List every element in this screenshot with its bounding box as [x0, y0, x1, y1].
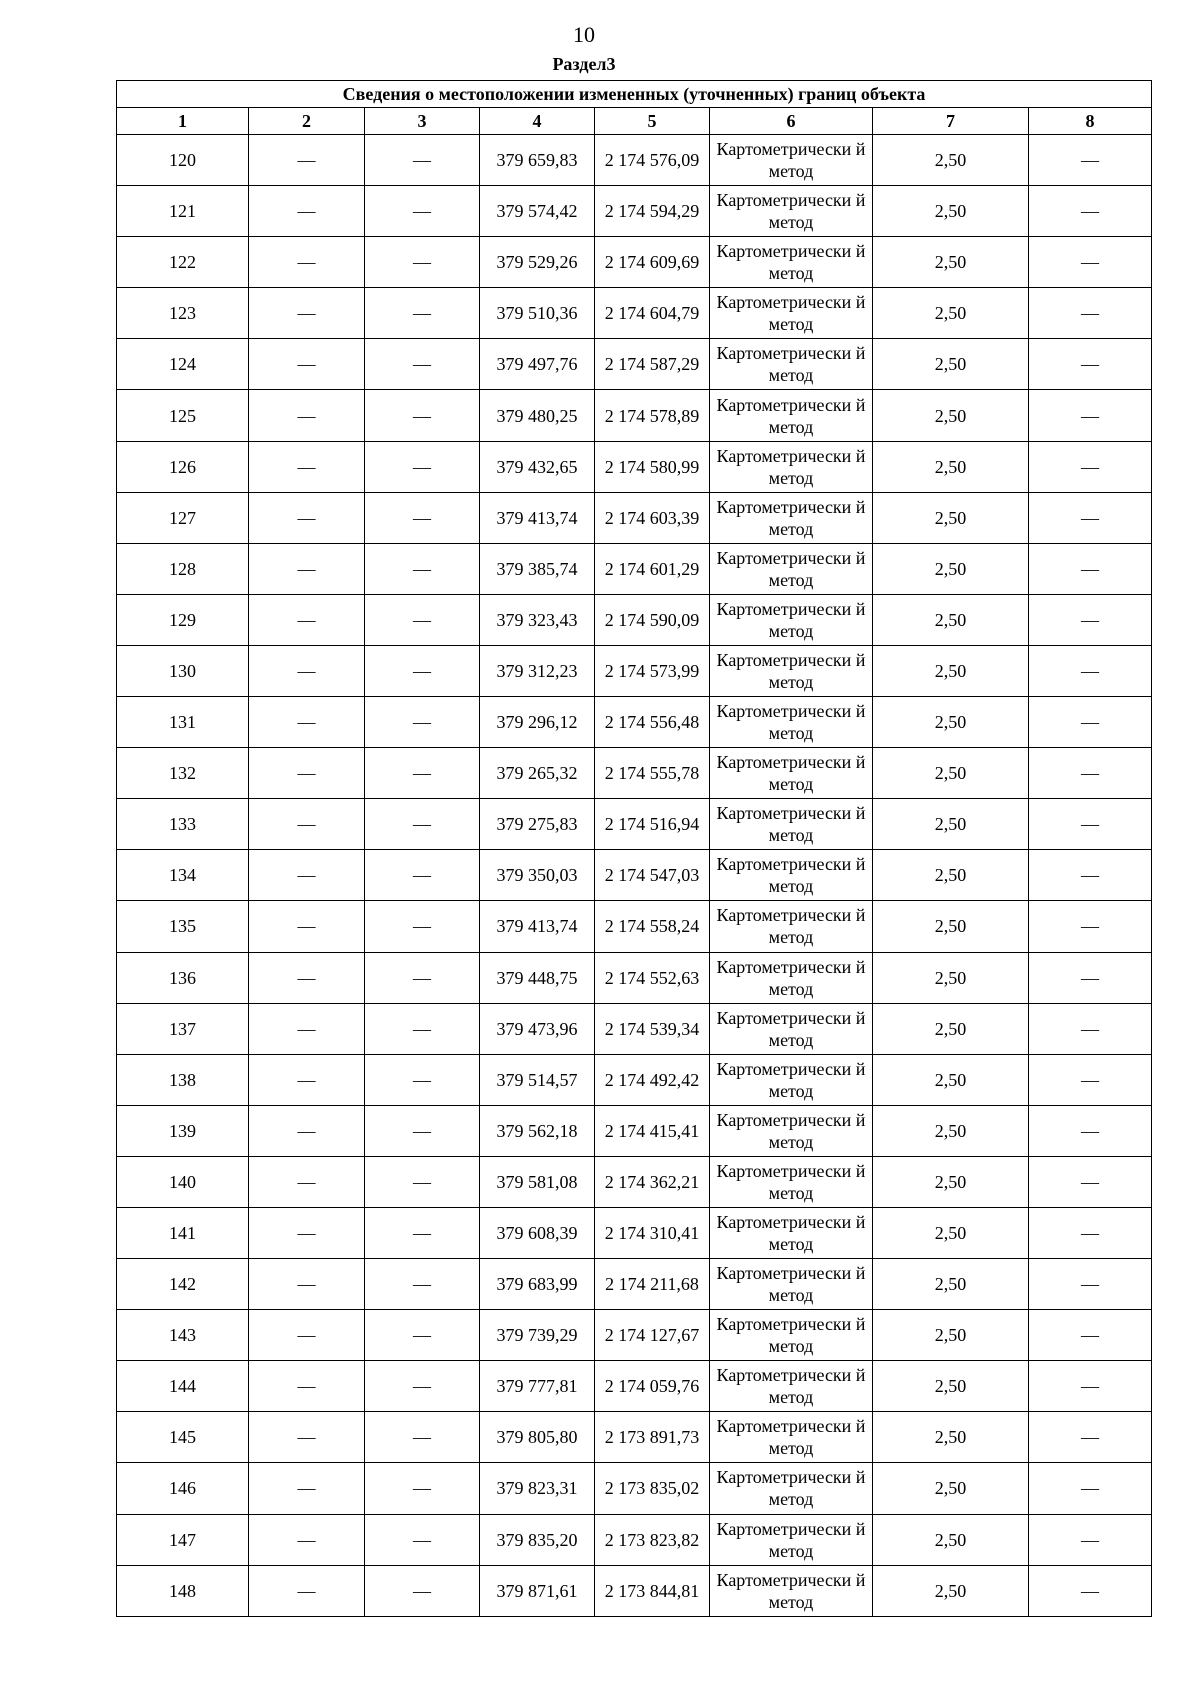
- column-3-cell: —: [365, 697, 480, 748]
- y-coordinate-cell: 2 174 555,78: [595, 748, 710, 799]
- accuracy-cell: 2,50: [873, 799, 1029, 850]
- column-8-cell: —: [1029, 594, 1152, 645]
- x-coordinate-cell: 379 413,74: [480, 492, 595, 543]
- table-row: [117, 1105, 1152, 1156]
- accuracy-cell: 2,50: [873, 390, 1029, 441]
- column-2-cell: —: [249, 1565, 365, 1616]
- table-row: [117, 237, 1152, 288]
- y-coordinate-cell: 2 174 604,79: [595, 288, 710, 339]
- y-coordinate-cell: 2 173 844,81: [595, 1565, 710, 1616]
- accuracy-cell: 2,50: [873, 135, 1029, 186]
- column-header: 7: [873, 108, 1029, 135]
- column-8-cell: —: [1029, 135, 1152, 186]
- x-coordinate-cell: 379 265,32: [480, 748, 595, 799]
- y-coordinate-cell: 2 174 211,68: [595, 1259, 710, 1310]
- point-number-cell: 140: [117, 1156, 249, 1207]
- column-8-cell: —: [1029, 1565, 1152, 1616]
- table-row: [117, 492, 1152, 543]
- method-cell: Картометрически й метод: [710, 1105, 873, 1156]
- point-number-cell: 136: [117, 952, 249, 1003]
- accuracy-cell: 2,50: [873, 1310, 1029, 1361]
- column-2-cell: —: [249, 441, 365, 492]
- column-8-cell: —: [1029, 1412, 1152, 1463]
- column-3-cell: —: [365, 594, 480, 645]
- y-coordinate-cell: 2 174 609,69: [595, 237, 710, 288]
- accuracy-cell: 2,50: [873, 1003, 1029, 1054]
- column-3-cell: —: [365, 1565, 480, 1616]
- column-2-cell: —: [249, 390, 365, 441]
- point-number-cell: 127: [117, 492, 249, 543]
- point-number-cell: 145: [117, 1412, 249, 1463]
- x-coordinate-cell: 379 350,03: [480, 850, 595, 901]
- column-2-cell: —: [249, 1259, 365, 1310]
- y-coordinate-cell: 2 174 362,21: [595, 1156, 710, 1207]
- point-number-cell: 144: [117, 1361, 249, 1412]
- x-coordinate-cell: 379 805,80: [480, 1412, 595, 1463]
- point-number-cell: 124: [117, 339, 249, 390]
- column-2-cell: —: [249, 697, 365, 748]
- point-number-cell: 128: [117, 543, 249, 594]
- column-8-cell: —: [1029, 1156, 1152, 1207]
- table-row: [117, 1156, 1152, 1207]
- x-coordinate-cell: 379 510,36: [480, 288, 595, 339]
- y-coordinate-cell: 2 173 891,73: [595, 1412, 710, 1463]
- method-cell: Картометрически й метод: [710, 645, 873, 696]
- method-cell: Картометрически й метод: [710, 1054, 873, 1105]
- table-row: [117, 339, 1152, 390]
- y-coordinate-cell: 2 174 415,41: [595, 1105, 710, 1156]
- y-coordinate-cell: 2 174 492,42: [595, 1054, 710, 1105]
- x-coordinate-cell: 379 448,75: [480, 952, 595, 1003]
- column-header: 3: [365, 108, 480, 135]
- method-cell: Картометрически й метод: [710, 186, 873, 237]
- column-3-cell: —: [365, 850, 480, 901]
- column-8-cell: —: [1029, 492, 1152, 543]
- table-row: [117, 186, 1152, 237]
- column-8-cell: —: [1029, 390, 1152, 441]
- column-8-cell: —: [1029, 799, 1152, 850]
- column-2-cell: —: [249, 186, 365, 237]
- column-2-cell: —: [249, 1003, 365, 1054]
- column-3-cell: —: [365, 288, 480, 339]
- x-coordinate-cell: 379 514,57: [480, 1054, 595, 1105]
- method-cell: Картометрически й метод: [710, 1207, 873, 1258]
- table-row: [117, 697, 1152, 748]
- accuracy-cell: 2,50: [873, 645, 1029, 696]
- point-number-cell: 146: [117, 1463, 249, 1514]
- column-number-row: [117, 108, 1152, 135]
- column-3-cell: —: [365, 390, 480, 441]
- y-coordinate-cell: 2 174 603,39: [595, 492, 710, 543]
- point-number-cell: 121: [117, 186, 249, 237]
- method-cell: Картометрически й метод: [710, 288, 873, 339]
- method-cell: Картометрически й метод: [710, 390, 873, 441]
- column-8-cell: —: [1029, 543, 1152, 594]
- table-row: [117, 952, 1152, 1003]
- column-8-cell: —: [1029, 748, 1152, 799]
- y-coordinate-cell: 2 174 580,99: [595, 441, 710, 492]
- method-cell: Картометрически й метод: [710, 952, 873, 1003]
- point-number-cell: 139: [117, 1105, 249, 1156]
- method-cell: Картометрически й метод: [710, 1259, 873, 1310]
- x-coordinate-cell: 379 529,26: [480, 237, 595, 288]
- table-row: [117, 1514, 1152, 1565]
- table-row: [117, 594, 1152, 645]
- column-8-cell: —: [1029, 697, 1152, 748]
- accuracy-cell: 2,50: [873, 1565, 1029, 1616]
- accuracy-cell: 2,50: [873, 1156, 1029, 1207]
- column-header: 5: [595, 108, 710, 135]
- column-2-cell: —: [249, 1105, 365, 1156]
- column-2-cell: —: [249, 850, 365, 901]
- table-row: [117, 799, 1152, 850]
- x-coordinate-cell: 379 312,23: [480, 645, 595, 696]
- column-3-cell: —: [365, 1003, 480, 1054]
- column-header: 4: [480, 108, 595, 135]
- x-coordinate-cell: 379 432,65: [480, 441, 595, 492]
- table-title: Сведения о местоположении измененных (уточненных) границ объекта: [117, 81, 1152, 108]
- point-number-cell: 122: [117, 237, 249, 288]
- x-coordinate-cell: 379 497,76: [480, 339, 595, 390]
- y-coordinate-cell: 2 174 587,29: [595, 339, 710, 390]
- table-row: [117, 748, 1152, 799]
- method-cell: Картометрически й метод: [710, 901, 873, 952]
- point-number-cell: 133: [117, 799, 249, 850]
- point-number-cell: 143: [117, 1310, 249, 1361]
- point-number-cell: 120: [117, 135, 249, 186]
- table-row: [117, 441, 1152, 492]
- column-2-cell: —: [249, 1156, 365, 1207]
- x-coordinate-cell: 379 835,20: [480, 1514, 595, 1565]
- column-2-cell: —: [249, 901, 365, 952]
- column-8-cell: —: [1029, 1003, 1152, 1054]
- x-coordinate-cell: 379 480,25: [480, 390, 595, 441]
- x-coordinate-cell: 379 323,43: [480, 594, 595, 645]
- column-3-cell: —: [365, 1207, 480, 1258]
- accuracy-cell: 2,50: [873, 901, 1029, 952]
- column-3-cell: —: [365, 237, 480, 288]
- column-8-cell: —: [1029, 850, 1152, 901]
- column-2-cell: —: [249, 237, 365, 288]
- column-3-cell: —: [365, 1514, 480, 1565]
- column-8-cell: —: [1029, 901, 1152, 952]
- x-coordinate-cell: 379 296,12: [480, 697, 595, 748]
- column-8-cell: —: [1029, 186, 1152, 237]
- accuracy-cell: 2,50: [873, 850, 1029, 901]
- table-row: [117, 645, 1152, 696]
- column-8-cell: —: [1029, 1259, 1152, 1310]
- y-coordinate-cell: 2 174 127,67: [595, 1310, 710, 1361]
- point-number-cell: 131: [117, 697, 249, 748]
- table-row: [117, 1259, 1152, 1310]
- method-cell: Картометрически й метод: [710, 492, 873, 543]
- point-number-cell: 148: [117, 1565, 249, 1616]
- column-2-cell: —: [249, 543, 365, 594]
- point-number-cell: 130: [117, 645, 249, 696]
- y-coordinate-cell: 2 174 578,89: [595, 390, 710, 441]
- column-3-cell: —: [365, 339, 480, 390]
- column-3-cell: —: [365, 441, 480, 492]
- y-coordinate-cell: 2 174 594,29: [595, 186, 710, 237]
- point-number-cell: 125: [117, 390, 249, 441]
- column-8-cell: —: [1029, 1207, 1152, 1258]
- column-3-cell: —: [365, 135, 480, 186]
- y-coordinate-cell: 2 174 558,24: [595, 901, 710, 952]
- column-3-cell: —: [365, 492, 480, 543]
- column-header: 2: [249, 108, 365, 135]
- section-title: Раздел3: [552, 54, 616, 74]
- y-coordinate-cell: 2 174 573,99: [595, 645, 710, 696]
- table-row: [117, 1310, 1152, 1361]
- accuracy-cell: 2,50: [873, 1361, 1029, 1412]
- accuracy-cell: 2,50: [873, 1463, 1029, 1514]
- method-cell: Картометрически й метод: [710, 1565, 873, 1616]
- x-coordinate-cell: 379 581,08: [480, 1156, 595, 1207]
- page-number: 10: [573, 22, 595, 47]
- column-3-cell: —: [365, 1156, 480, 1207]
- table-row: [117, 390, 1152, 441]
- table-row: [117, 1463, 1152, 1514]
- table-row: [117, 288, 1152, 339]
- y-coordinate-cell: 2 174 547,03: [595, 850, 710, 901]
- method-cell: Картометрически й метод: [710, 237, 873, 288]
- table-row: [117, 901, 1152, 952]
- accuracy-cell: 2,50: [873, 186, 1029, 237]
- method-cell: Картометрически й метод: [710, 1412, 873, 1463]
- method-cell: Картометрически й метод: [710, 850, 873, 901]
- accuracy-cell: 2,50: [873, 697, 1029, 748]
- column-2-cell: —: [249, 748, 365, 799]
- column-3-cell: —: [365, 1463, 480, 1514]
- y-coordinate-cell: 2 174 310,41: [595, 1207, 710, 1258]
- column-8-cell: —: [1029, 1463, 1152, 1514]
- y-coordinate-cell: 2 173 823,82: [595, 1514, 710, 1565]
- y-coordinate-cell: 2 173 835,02: [595, 1463, 710, 1514]
- point-number-cell: 147: [117, 1514, 249, 1565]
- column-8-cell: —: [1029, 1514, 1152, 1565]
- method-cell: Картометрически й метод: [710, 748, 873, 799]
- point-number-cell: 138: [117, 1054, 249, 1105]
- accuracy-cell: 2,50: [873, 1054, 1029, 1105]
- y-coordinate-cell: 2 174 552,63: [595, 952, 710, 1003]
- x-coordinate-cell: 379 659,83: [480, 135, 595, 186]
- column-3-cell: —: [365, 1105, 480, 1156]
- point-number-cell: 132: [117, 748, 249, 799]
- column-3-cell: —: [365, 901, 480, 952]
- column-2-cell: —: [249, 1207, 365, 1258]
- column-3-cell: —: [365, 543, 480, 594]
- table-row: [117, 1361, 1152, 1412]
- column-2-cell: —: [249, 339, 365, 390]
- column-2-cell: —: [249, 594, 365, 645]
- point-number-cell: 123: [117, 288, 249, 339]
- y-coordinate-cell: 2 174 539,34: [595, 1003, 710, 1054]
- table-row: [117, 1054, 1152, 1105]
- column-8-cell: —: [1029, 288, 1152, 339]
- y-coordinate-cell: 2 174 059,76: [595, 1361, 710, 1412]
- column-2-cell: —: [249, 1514, 365, 1565]
- x-coordinate-cell: 379 683,99: [480, 1259, 595, 1310]
- table-body: [117, 135, 1152, 1617]
- column-8-cell: —: [1029, 339, 1152, 390]
- y-coordinate-cell: 2 174 576,09: [595, 135, 710, 186]
- column-8-cell: —: [1029, 1054, 1152, 1105]
- column-3-cell: —: [365, 799, 480, 850]
- table-row: [117, 850, 1152, 901]
- x-coordinate-cell: 379 871,61: [480, 1565, 595, 1616]
- column-3-cell: —: [365, 952, 480, 1003]
- method-cell: Картометрически й метод: [710, 697, 873, 748]
- column-2-cell: —: [249, 645, 365, 696]
- method-cell: Картометрически й метод: [710, 594, 873, 645]
- x-coordinate-cell: 379 777,81: [480, 1361, 595, 1412]
- column-3-cell: —: [365, 1361, 480, 1412]
- x-coordinate-cell: 379 823,31: [480, 1463, 595, 1514]
- point-number-cell: 135: [117, 901, 249, 952]
- x-coordinate-cell: 379 562,18: [480, 1105, 595, 1156]
- table-row: [117, 1207, 1152, 1258]
- column-8-cell: —: [1029, 952, 1152, 1003]
- point-number-cell: 137: [117, 1003, 249, 1054]
- accuracy-cell: 2,50: [873, 1514, 1029, 1565]
- column-2-cell: —: [249, 952, 365, 1003]
- accuracy-cell: 2,50: [873, 952, 1029, 1003]
- method-cell: Картометрически й метод: [710, 543, 873, 594]
- method-cell: Картометрически й метод: [710, 1514, 873, 1565]
- table-row: [117, 135, 1152, 186]
- column-2-cell: —: [249, 799, 365, 850]
- accuracy-cell: 2,50: [873, 441, 1029, 492]
- column-3-cell: —: [365, 1259, 480, 1310]
- method-cell: Картометрически й метод: [710, 1361, 873, 1412]
- point-number-cell: 134: [117, 850, 249, 901]
- accuracy-cell: 2,50: [873, 594, 1029, 645]
- column-8-cell: —: [1029, 1105, 1152, 1156]
- column-2-cell: —: [249, 135, 365, 186]
- method-cell: Картометрически й метод: [710, 441, 873, 492]
- table-row: [117, 1565, 1152, 1616]
- column-8-cell: —: [1029, 441, 1152, 492]
- y-coordinate-cell: 2 174 556,48: [595, 697, 710, 748]
- table-row: [117, 543, 1152, 594]
- accuracy-cell: 2,50: [873, 288, 1029, 339]
- x-coordinate-cell: 379 275,83: [480, 799, 595, 850]
- column-8-cell: —: [1029, 1361, 1152, 1412]
- accuracy-cell: 2,50: [873, 492, 1029, 543]
- x-coordinate-cell: 379 608,39: [480, 1207, 595, 1258]
- x-coordinate-cell: 379 739,29: [480, 1310, 595, 1361]
- accuracy-cell: 2,50: [873, 748, 1029, 799]
- coordinates-table: [116, 80, 1152, 1617]
- y-coordinate-cell: 2 174 601,29: [595, 543, 710, 594]
- column-3-cell: —: [365, 1310, 480, 1361]
- column-3-cell: —: [365, 1412, 480, 1463]
- accuracy-cell: 2,50: [873, 1259, 1029, 1310]
- x-coordinate-cell: 379 574,42: [480, 186, 595, 237]
- column-2-cell: —: [249, 1054, 365, 1105]
- x-coordinate-cell: 379 385,74: [480, 543, 595, 594]
- method-cell: Картометрически й метод: [710, 1156, 873, 1207]
- method-cell: Картометрически й метод: [710, 1003, 873, 1054]
- method-cell: Картометрически й метод: [710, 339, 873, 390]
- column-8-cell: —: [1029, 237, 1152, 288]
- x-coordinate-cell: 379 473,96: [480, 1003, 595, 1054]
- column-header: 1: [117, 108, 249, 135]
- column-8-cell: —: [1029, 1310, 1152, 1361]
- y-coordinate-cell: 2 174 590,09: [595, 594, 710, 645]
- accuracy-cell: 2,50: [873, 1412, 1029, 1463]
- table-row: [117, 1003, 1152, 1054]
- column-2-cell: —: [249, 492, 365, 543]
- column-3-cell: —: [365, 645, 480, 696]
- column-2-cell: —: [249, 1310, 365, 1361]
- column-3-cell: —: [365, 748, 480, 799]
- x-coordinate-cell: 379 413,74: [480, 901, 595, 952]
- point-number-cell: 126: [117, 441, 249, 492]
- method-cell: Картометрически й метод: [710, 1463, 873, 1514]
- point-number-cell: 141: [117, 1207, 249, 1258]
- table-row: [117, 1412, 1152, 1463]
- column-header: 6: [710, 108, 873, 135]
- accuracy-cell: 2,50: [873, 237, 1029, 288]
- accuracy-cell: 2,50: [873, 543, 1029, 594]
- column-2-cell: —: [249, 1412, 365, 1463]
- column-2-cell: —: [249, 1361, 365, 1412]
- column-3-cell: —: [365, 186, 480, 237]
- column-header: 8: [1029, 108, 1152, 135]
- column-2-cell: —: [249, 1463, 365, 1514]
- method-cell: Картометрически й метод: [710, 799, 873, 850]
- table-title-row: [117, 81, 1152, 108]
- column-2-cell: —: [249, 288, 365, 339]
- method-cell: Картометрически й метод: [710, 1310, 873, 1361]
- accuracy-cell: 2,50: [873, 1105, 1029, 1156]
- column-8-cell: —: [1029, 645, 1152, 696]
- column-3-cell: —: [365, 1054, 480, 1105]
- accuracy-cell: 2,50: [873, 339, 1029, 390]
- point-number-cell: 142: [117, 1259, 249, 1310]
- accuracy-cell: 2,50: [873, 1207, 1029, 1258]
- point-number-cell: 129: [117, 594, 249, 645]
- method-cell: Картометрически й метод: [710, 135, 873, 186]
- y-coordinate-cell: 2 174 516,94: [595, 799, 710, 850]
